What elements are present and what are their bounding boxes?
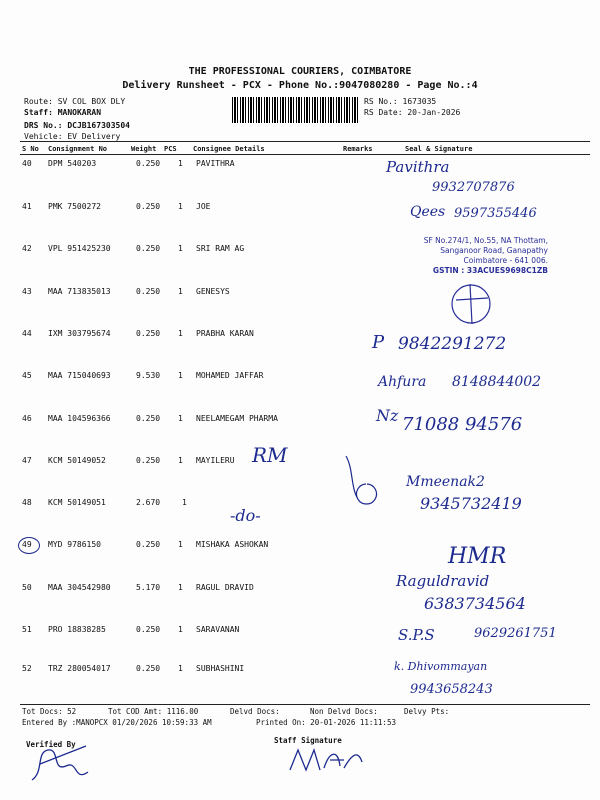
rs-info: [364, 96, 460, 118]
signature-name: Mmeenak2: [406, 474, 485, 490]
row-consignee: NEELAMEGAM PHARMA: [196, 414, 278, 423]
signature-name: k. Dhivommayan: [394, 660, 488, 673]
verified-signature: [26, 742, 92, 788]
runsheet-subtitle: Delivery Runsheet - PCX - Phone No.:9047080280 - Page No.:4: [122, 80, 478, 91]
row-consignment: VPL 951425230: [48, 244, 111, 253]
row-consignee: PAVITHRA: [196, 159, 235, 168]
signature-phone: 71088 94576: [402, 414, 523, 435]
row-consignee: GENESYS: [196, 287, 230, 296]
staff-signature-label: Staff Signature: [274, 736, 342, 745]
staff-label: Staff: MANOKARAN: [24, 108, 102, 117]
row-consignee: SARAVANAN: [196, 625, 240, 634]
staff-signature: [286, 744, 366, 778]
row-pcs: 1: [182, 498, 187, 507]
delivered-docs: Delvd Docs:: [230, 707, 280, 716]
row-weight: 0.250: [136, 625, 161, 634]
row-weight: 0.250: [136, 664, 161, 673]
signature-phone: 9932707876: [432, 180, 515, 195]
row-consignee: SUBHASHINI: [196, 664, 245, 673]
row-consignment: PRO 18838285: [48, 625, 106, 634]
company-title: THE PROFESSIONAL COURIERS, COIMBATORE: [188, 66, 412, 77]
signature-name: Qees: [410, 204, 446, 220]
row-consignee: RAGUL DRAVID: [196, 583, 254, 592]
barcode: [232, 97, 360, 123]
row-pcs: 1: [178, 414, 183, 423]
signature-squiggle: [340, 450, 384, 514]
stamp-line: SF No.274/1, No.55, NA Thottam,: [423, 236, 548, 245]
delivery-points: Delvy Pts:: [404, 707, 450, 716]
drs-label: DRS No.: DCJB167303504: [24, 121, 130, 130]
route-label: Route: SV COL BOX DLY: [24, 97, 126, 106]
row-weight: 0.250: [136, 329, 161, 338]
row-weight: 5.170: [136, 583, 161, 592]
signature-name: Nz: [376, 406, 399, 425]
signature-name: Ahfura: [378, 374, 427, 390]
row-pcs: 1: [178, 244, 183, 253]
row-pcs: 1: [178, 202, 183, 211]
col-sno: S No: [22, 145, 39, 153]
row-weight: 2.670: [136, 498, 161, 507]
col-consignment: Consignment No: [48, 145, 108, 153]
signature-phone: 9629261751: [474, 626, 557, 641]
verified-by-label: Verified By: [26, 740, 76, 749]
row-consignee: JOE: [196, 202, 211, 211]
row-pcs: 1: [178, 664, 183, 673]
signature-phone: 8148844002: [452, 374, 542, 390]
rs-date: RS Date: 20-Jan-2026: [364, 108, 461, 117]
col-pcs: PCS: [164, 145, 177, 153]
total-docs: Tot Docs: 52: [22, 707, 77, 716]
row-sno: 48: [22, 498, 32, 507]
row-consignment: KCM 50149052: [48, 456, 106, 465]
footer-rule: [20, 704, 590, 705]
row-sno: 49: [22, 540, 32, 549]
col-remarks: Remarks: [343, 145, 373, 153]
row-consignment: TRZ 280054017: [48, 664, 111, 673]
signature-name: Pavithra: [386, 158, 450, 176]
row-weight: 0.250: [136, 159, 161, 168]
header-bottom-rule: [20, 154, 590, 155]
row-sno: 41: [22, 202, 32, 211]
row-pcs: 1: [178, 540, 183, 549]
signature-name: S.P.S: [398, 626, 435, 644]
col-seal-signature: Seal & Signature: [405, 145, 473, 153]
header-top-rule: [20, 141, 590, 142]
row-pcs: 1: [178, 329, 183, 338]
row-pcs: 1: [178, 625, 183, 634]
stamp-line: Sanganoor Road, Ganapathy: [440, 246, 548, 255]
row-pcs: 1: [178, 287, 183, 296]
company-stamp: [388, 236, 548, 276]
ditto-mark: -do-: [230, 506, 261, 525]
signature-phone: 9943658243: [410, 682, 493, 697]
signature-name: P: [372, 332, 385, 353]
row-sno: 50: [22, 583, 32, 592]
col-consignee: Consignee Details: [193, 145, 265, 153]
row-consignment: MAA 715040693: [48, 371, 111, 380]
row-sno: 46: [22, 414, 32, 423]
entered-by: Entered By :MANOPCX 01/20/2026 10:59:33 AM: [22, 718, 212, 727]
hmr-note: HMR: [448, 544, 507, 569]
row-consignment: IXM 303795674: [48, 329, 111, 338]
route-info: [24, 96, 130, 142]
row-consignment: MAA 104596366: [48, 414, 111, 423]
row-consignee: PRABHA KARAN: [196, 329, 254, 338]
row-weight: 0.250: [136, 287, 161, 296]
row-sno: 51: [22, 625, 32, 634]
col-weight: Weight: [131, 145, 157, 153]
signature-phone: 9597355446: [454, 206, 537, 221]
row-consignee: MAYILERU: [196, 456, 235, 465]
vehicle-label: Vehicle: EV Delivery: [24, 132, 121, 141]
printed-on: Printed On: 20-01-2026 11:11:53: [256, 718, 396, 727]
total-cod: Tot COD Amt: 1116.00: [108, 707, 199, 716]
signature-phone: 9345732419: [420, 494, 522, 513]
stamp-line: Coimbatore - 641 006.: [463, 256, 548, 265]
row-pcs: 1: [178, 371, 183, 380]
row-consignment: KCM 50149051: [48, 498, 106, 507]
row-consignment: MYD 9786150: [48, 540, 101, 549]
row-pcs: 1: [178, 583, 183, 592]
row-weight: 0.250: [136, 540, 161, 549]
row-pcs: 1: [178, 456, 183, 465]
circle-mark: [18, 537, 40, 554]
row-sno: 47: [22, 456, 32, 465]
row-weight: 0.250: [136, 244, 161, 253]
seal-scribble: [446, 276, 496, 332]
row-weight: 0.250: [136, 414, 161, 423]
row-consignment: DPM 540203: [48, 159, 97, 168]
rs-number: RS No.: 1673035: [364, 97, 437, 106]
row-weight: 0.250: [136, 456, 161, 465]
row-consignment: MAA 713835013: [48, 287, 111, 296]
row-sno: 42: [22, 244, 32, 253]
signature-name: Raguldravid: [396, 572, 490, 590]
signature-phone: 6383734564: [424, 594, 526, 613]
row-consignment: PMK 7500272: [48, 202, 101, 211]
row-weight: 9.530: [136, 371, 161, 380]
row-pcs: 1: [178, 159, 183, 168]
signature-name: RM: [252, 443, 288, 467]
row-consignee: MOHAMED JAFFAR: [196, 371, 264, 380]
row-sno: 44: [22, 329, 32, 338]
non-delivered-docs: Non Delvd Docs:: [310, 707, 378, 716]
signature-phone: 9842291272: [398, 334, 507, 354]
row-consignee: MISHAKA ASHOKAN: [196, 540, 269, 549]
row-consignee: SRI RAM AG: [196, 244, 245, 253]
row-sno: 52: [22, 664, 32, 673]
row-sno: 45: [22, 371, 32, 380]
row-consignment: MAA 304542980: [48, 583, 111, 592]
row-sno: 40: [22, 159, 32, 168]
stamp-gstin: GSTIN : 33ACUES9698C1ZB: [432, 266, 548, 275]
row-weight: 0.250: [136, 202, 161, 211]
row-sno: 43: [22, 287, 32, 296]
